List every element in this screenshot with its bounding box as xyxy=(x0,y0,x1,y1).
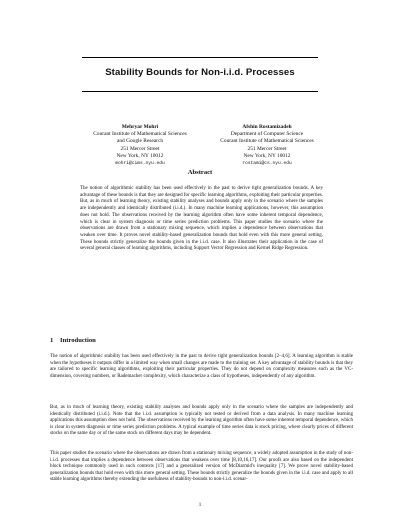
abstract-text: The notion of algorithmic stability has been used effectively in the past to derive tight generalization bounds. A key advantage of these bounds is that they are designed for specific learning algorithms, exploiting their particular properties. But, as in much of learning theory, existing stability analyses and bounds apply only in the scenario where the samples are independently and identically distributed (i.i.d.). In many machine learning applications, however, this assumption does not hold. The observations received by the learning algorithm often have some inherent temporal dependence, which is clear in system diagnosis or time series prediction problems. This paper studies the scenario where the observations are drawn from a stationary mixing sequence, which implies a dependence between observations that weaken over time. It proves novel stability-based generalization bounds that hold even with this more general setting. These bounds strictly generalize the bounds given in the i.i.d. case. It also illustrates their application in the case of several general classes of learning algorithms, including Support Vector Regression and Kernel Ridge Regression. xyxy=(80,186,323,252)
section-heading xyxy=(50,337,96,344)
author-city: New York, NY 10012 xyxy=(243,152,291,159)
author-name: Mehryar Mohri xyxy=(121,124,159,130)
author-address: 251 Mercer Street xyxy=(120,145,160,152)
title-top-rule xyxy=(82,57,318,58)
body-paragraph: This paper studies the scenario where the observations are drawn from a stationary mixing sequence, a widely adopted assumption in the study of non-i.i.d. processes that implies a dependence between observations that weakens over time [8,10,16,17]. Our proofs are also based on the independent block technique commonly used in such contexts [17] and a generalized version of McDiarmid's inequality [7]. We prove novel stability-based generalization bounds that hold even with this more general setting. These bounds strictly generalize the bounds given in the i.i.d. case and apply to all stable learning algorithms thereby extending the usefulness of stability-bounds to non-i.i.d. scenar- xyxy=(50,451,353,483)
body-paragraph: The notion of algorithmic stability has been used effectively in the past to derive tight generalization bounds [2–4,6]. A learning algorithm is stable when the hypotheses it outputs differ in a limited way when small changes are made to the training set. A key advantage of stability bounds is that they are tailored to specific learning algorithms, exploiting their particular properties. They do not depend on complexity measures such as the VC-dimension, covering numbers, or Rademacher complexity, which characterize a class of hypotheses, independently of any algorithm. xyxy=(50,354,353,379)
author-affiliation: and Google Research xyxy=(116,138,164,145)
title-bottom-rule xyxy=(82,91,318,92)
author-block-2 xyxy=(182,124,352,167)
page-number: 1 xyxy=(198,503,202,508)
author-address: 251 Mercer Street xyxy=(247,145,287,152)
paper-title: Stability Bounds for Non-i.i.d. Processes xyxy=(105,67,295,78)
author-city: New York, NY 10012 xyxy=(116,152,164,159)
author-email: mohri@cims.nyu.edu xyxy=(115,161,165,167)
body-paragraph: But, as in much of learning theory, existing stability analyses and bounds apply only in the scenario where the samples are independently and identically distributed (i.i.d.). Note that the i.i.d. assumption is typically not tested or derived from a data analysis. In many machine learning applications this assumption does not hold. The observations received by the learning algorithm often have some inherent temporal dependence, which is clear in system diagnosis or time series prediction problems. A typical example of time series data is stock pricing, where clearly prices of different stocks on the same day or of the same stock on different days may be dependent. xyxy=(50,405,353,437)
author-name: Afshin Rostamizadeh xyxy=(242,124,292,130)
author-affiliation: Courant Institute of Mathematical Sciences xyxy=(220,138,314,145)
author-affiliation: Department of Computer Science xyxy=(230,131,304,138)
section-number: 1 xyxy=(50,337,54,344)
section-title: Introduction xyxy=(60,337,96,344)
abstract-heading: Abstract xyxy=(187,169,213,176)
author-email: rostami@cs.nyu.edu xyxy=(242,161,292,167)
author-affiliation: Courant Institute of Mathematical Sciences xyxy=(93,131,187,138)
